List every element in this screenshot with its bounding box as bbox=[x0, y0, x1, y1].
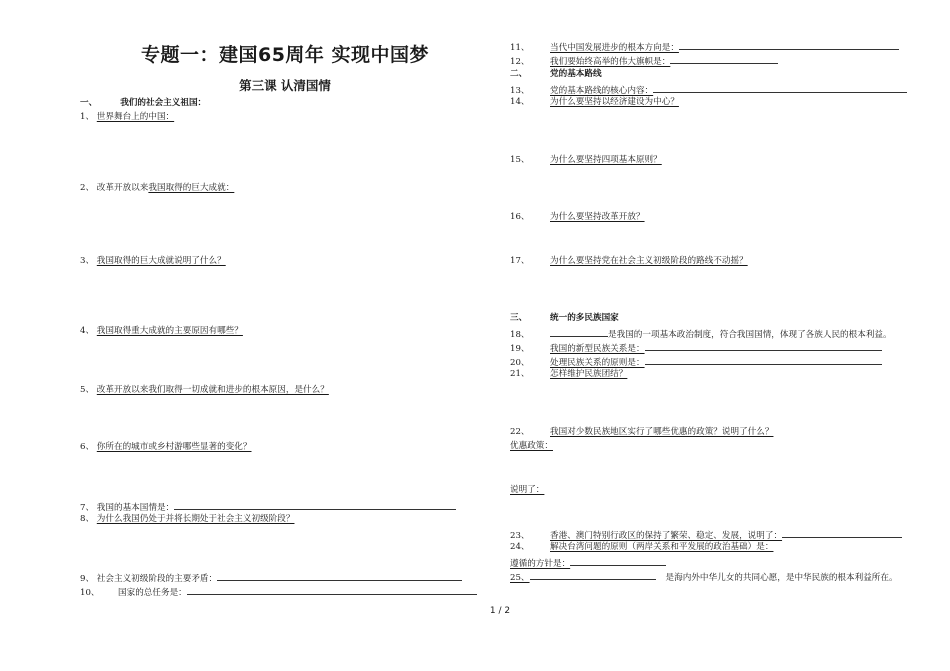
answer-blank[interactable] bbox=[645, 355, 882, 365]
question-5: 5、 改革开放以来我们取得一切成就和进步的根本原因，是什么？ bbox=[80, 385, 329, 395]
question-3: 3、 我国取得的巨大成就说明了什么？ bbox=[80, 256, 226, 266]
section-heading-2: 二、 党的基本路线 bbox=[510, 69, 602, 79]
question-13: 13、 党的基本路线的核心内容： bbox=[510, 83, 907, 97]
page-title: 专题一：建国65周年 实现中国梦 bbox=[140, 44, 430, 66]
page-number: 1 / 2 bbox=[489, 606, 511, 616]
answer-blank[interactable] bbox=[217, 571, 462, 581]
question-25: 25、 是海内外中华儿女的共同心愿，是中华民族的根本利益所在。 bbox=[510, 570, 898, 584]
question-7: 7、 我国的基本国情是： bbox=[80, 500, 456, 514]
answer-blank[interactable] bbox=[782, 528, 902, 538]
question-10: 10、 国家的总任务是： bbox=[80, 585, 477, 599]
question-17: 17、 为什么要坚持党在社会主义初级阶段的路线不动摇？ bbox=[510, 256, 748, 266]
answer-blank[interactable] bbox=[570, 556, 666, 566]
question-20: 20、 处理民族关系的原则是： bbox=[510, 355, 882, 369]
answer-blank[interactable] bbox=[653, 83, 907, 93]
answer-blank[interactable] bbox=[670, 54, 778, 64]
section-heading-3: 三、 统一的多民族国家 bbox=[510, 313, 619, 323]
lesson-subtitle: 第三课 认清国情 bbox=[239, 78, 331, 93]
question-16: 16、 为什么要坚持改革开放？ bbox=[510, 212, 645, 222]
question-19: 19、 我国的新型民族关系是： bbox=[510, 341, 882, 355]
section-heading-1: 一、 我们的社会主义祖国： bbox=[80, 98, 207, 108]
answer-blank[interactable] bbox=[550, 327, 608, 337]
policy-label: 优惠政策： bbox=[510, 441, 553, 451]
answer-blank[interactable] bbox=[645, 341, 882, 351]
answer-blank[interactable] bbox=[530, 570, 656, 580]
question-23: 23、 香港、澳门特别行政区的保持了繁荣、稳定、发展，说明了： bbox=[510, 528, 902, 542]
question-2: 2、 改革开放以来我国取得的巨大成就： bbox=[80, 183, 235, 193]
question-15: 15、 为什么要坚持四项基本原则？ bbox=[510, 155, 662, 165]
question-22: 22、 我国对少数民族地区实行了哪些优惠的政策？说明了什么？ bbox=[510, 427, 774, 437]
question-9: 9、 社会主义初级阶段的主要矛盾： bbox=[80, 571, 462, 585]
answer-blank[interactable] bbox=[187, 585, 477, 595]
question-18: 18、 是我国的一项基本政治制度，符合我国国情，体现了各族人民的根本利益。 bbox=[510, 327, 892, 341]
question-12: 12、 我们要始终高举的伟大旗帜是： bbox=[510, 54, 778, 68]
question-1: 1、 世界舞台上的中国： bbox=[80, 112, 175, 122]
question-11: 11、 当代中国发展进步的根本方向是： bbox=[510, 40, 899, 54]
question-24: 24、 解决台湾问题的原则（两岸关系和平发展的政治基础）是： bbox=[510, 542, 774, 552]
question-21: 21、 怎样维护民族团结？ bbox=[510, 369, 628, 379]
question-6: 6、 你所在的城市或乡村游哪些显著的变化？ bbox=[80, 442, 252, 452]
question-14: 14、 为什么要坚持以经济建设为中心？ bbox=[510, 97, 679, 107]
question-4: 4、 我国取得重大成就的主要原因有哪些？ bbox=[80, 326, 243, 336]
question-8: 8、 为什么我国仍处于并将长期处于社会主义初级阶段？ bbox=[80, 514, 295, 524]
answer-blank[interactable] bbox=[174, 500, 456, 510]
follow-label: 遵循的方针是： bbox=[510, 556, 666, 570]
answer-blank[interactable] bbox=[679, 40, 899, 50]
explain-label: 说明了： bbox=[510, 485, 545, 495]
